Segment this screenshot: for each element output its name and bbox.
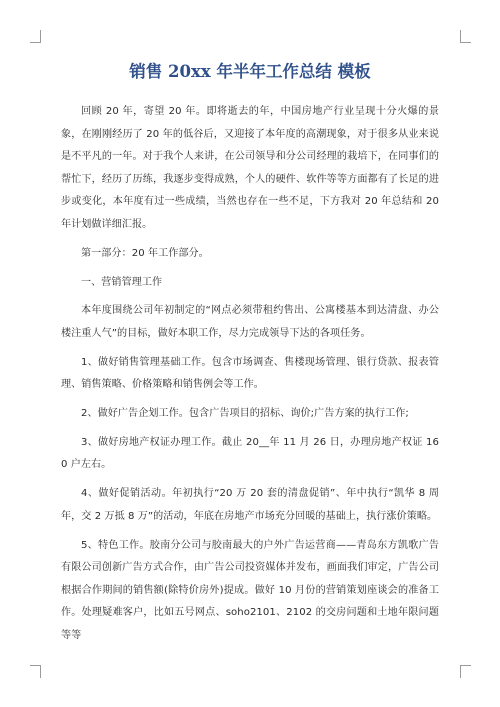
- title-year: 20xx: [168, 62, 211, 81]
- list-item-sales-management: 1、做好销售管理基础工作。包含市场调查、售楼现场管理、银行贷款、报表管理、销售策略、价格策略和销售例会等工作。: [61, 356, 439, 391]
- document-page: [61, 60, 439, 654]
- paragraph-intro: 回顾 20 年，寄望 20 年。即将逝去的年，中国房地产行业呈现十分火爆的景象，在刚刚经历了 20 年的低谷后，又迎接了本年度的高潮现象，对于很多从业来说是不平凡的一年。对于我个人来讲，在公司领导和分公司经理的栽培下，在同事们的帮忙下，经历了历练，我逐步变得成熟，个人的硬件、软件等等方面都有了长足的进步或变化，本年度有过一些成绩，当然也存在一些不足，下方我对 20 年总结和 20 年计划做详细汇报。: [61, 106, 439, 230]
- list-item-property-certificates: 3、做好房地产权证办理工作。截止 20__年 11 月 26 日，办理房地产权证 160 户左右。: [61, 436, 439, 471]
- crop-mark-bottom-right: [460, 665, 471, 678]
- list-item-advertising: 2、做好广告企划工作。包含广告项目的招标、询价;广告方案的执行工作;: [81, 408, 409, 420]
- list-item-special-work: 5、特色工作。胶南分公司与胶南最大的户外广告运营商——青岛东方凯歌广告有限公司创新广告方式合作，由广告公司投资媒体并发布，画面我们审定，广告公司根据合作期间的销售额(除特价房外)提成。做好 10 月份的营销策划座谈会的准备工作。处理疑难客户，比如五号网点、soho2101、2102 的交房问题和土地年限问题等等: [61, 539, 439, 641]
- paragraph-annual-goal: 本年度围绕公司年初制定的“网点必须带租约售出、公寓楼基本到达清盘、办公楼注重人气”的目标，做好本职工作，尽力完成领导下达的各项任务。: [61, 305, 439, 339]
- crop-mark-top-right: [460, 30, 471, 43]
- crop-mark-top-left: [30, 30, 41, 43]
- title-prefix: 销售: [129, 62, 169, 81]
- document-title: [61, 60, 439, 84]
- crop-mark-bottom-left: [30, 665, 41, 678]
- section-heading-part-one: 第一部分：20 年工作部分。: [81, 247, 209, 259]
- title-suffix: 年半年工作总结 模板: [210, 62, 371, 81]
- list-item-promotions: 4、做好促销活动。年初执行“20 万 20 套的清盘促销”、年中执行“凯华 8 周年，交 2 万抵 8 万”的活动，年底在房地产市场充分回暖的基础上，执行涨价策略。: [61, 488, 439, 522]
- subheading-marketing-management: 一、营销管理工作: [81, 276, 163, 288]
